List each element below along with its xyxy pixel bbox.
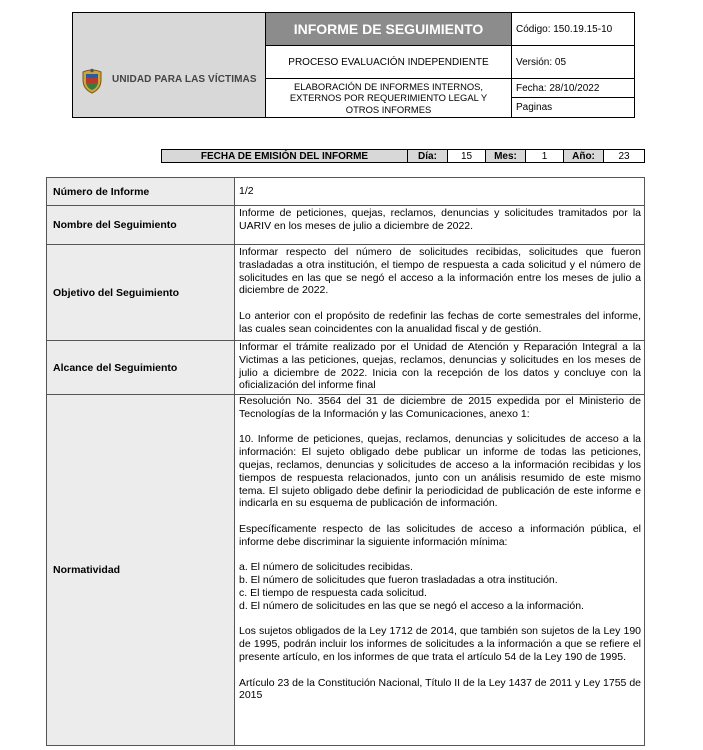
header-center — [266, 13, 511, 117]
day-label: Día: — [408, 150, 448, 162]
row-label: Nombre del Seguimiento — [47, 206, 235, 244]
list-item: c. El tiempo de respuesta cada solicitud. — [239, 586, 427, 599]
document-header — [72, 12, 635, 118]
norm-paragraph: 10. Informe de peticiones, quejas, reclamos, denuncias y solicitudes de acceso a la información: El sujeto obligado debe publicar un informe de todas las peticiones, quejas, reclamos, denuncias y solicitudes de acceso a la información recibidas y los tiempos de respuesta relacionados, junto con un análisis resumido de este mismo tema. El sujeto obligado debe definir la periodicidad de publicación de este informe e indicarla en su esquema de publicación de información. — [239, 433, 641, 510]
list-item: a. El número de solicitudes recibidas. — [239, 561, 413, 574]
year-label: Año: — [564, 150, 604, 162]
year-value: 23 — [618, 150, 630, 162]
process-name: PROCESO EVALUACIÓN INDEPENDIENTE — [266, 46, 511, 79]
header-metadata — [511, 13, 634, 117]
row-label: Número de Informe — [47, 178, 235, 205]
month-label: Mes: — [486, 150, 526, 162]
list-item: d. El número de solicitudes en las que se negó el acceso a la información. — [239, 599, 584, 612]
norm-paragraph: Específicamente respecto de las solicitudes de acceso a información pública, el informe debe discriminar la siguiente información mínima: — [239, 522, 641, 548]
table-row — [47, 245, 644, 341]
norm-paragraph: Resolución No. 3564 del 31 de diciembre de 2015 expedida por el Ministerio de Tecnologías de la Información y las Comunicaciones, anexo 1: — [239, 395, 641, 420]
row-label: Objetivo del Seguimiento — [47, 245, 235, 340]
day-value: 15 — [448, 150, 486, 162]
table-row — [47, 206, 644, 245]
coat-of-arms-icon — [81, 68, 103, 94]
table-row — [47, 178, 644, 206]
row-label: Normatividad — [47, 395, 235, 745]
report-title: INFORME DE SEGUIMIENTO — [266, 13, 511, 46]
month-value: 1 — [526, 150, 564, 162]
row-value — [235, 395, 644, 745]
objective-paragraph: Lo anterior con el propósito de redefinir las fechas de corte semestrales del informe, las cuales sean coincidentes con la anualidad fiscal y de gestión. — [239, 309, 641, 335]
document-pages: Paginas — [516, 102, 553, 113]
document-version: Versión: 05 — [512, 46, 634, 79]
row-value: 1/2 — [239, 185, 254, 198]
report-info-table — [46, 177, 645, 746]
table-row — [47, 395, 644, 745]
norm-paragraph: Los sujetos obligados de la Ley 1712 de 2014, que también son sujetos de la Ley 190 de 1995, podrán incluir los informes de solicitudes a la información a que se refiere el presente artículo, en los informes de que trata el artículo 54 de la Ley 190 de 1995. — [239, 625, 641, 663]
row-value: Informe de peticiones, quejas, reclamos, denuncias y solicitudes tramitados por la UARIV en los meses de julio a diciembre de 2022. — [239, 207, 641, 232]
norm-paragraph: Artículo 23 de la Constitución Nacional, Título II de la Ley 1437 de 2011 y Ley 1755 de 2015 — [239, 676, 641, 702]
organization-name: UNIDAD PARA LAS VÍCTIMAS — [112, 74, 257, 85]
report-subtitle: ELABORACIÓN DE INFORMES INTERNOS, EXTERNOS POR REQUERIMIENTO LEGAL Y OTROS INFORMES — [289, 80, 488, 115]
document-code: Código: 150.19.15-10 — [512, 13, 634, 46]
row-label: Alcance del Seguimiento — [47, 341, 235, 394]
row-value: Informar el trámite realizado por el Unidad de Atención y Reparación Integral a la Victimas a las peticiones, quejas, reclamos, denuncias y solicitudes en los meses de julio a diciembre de 2022. Inicia con la recepción de los datos y concluye con la oficialización del informe final — [239, 341, 641, 392]
objective-paragraph: Informar respecto del número de solicitudes recibidas, solicitudes que fueron trasladadas a otra institución, el tiempo de respuesta a cada solicitud y el número de solicitudes en las que se negó el acceso a la información entre los meses de julio a diciembre de 2022. — [239, 246, 641, 297]
table-row — [47, 341, 644, 395]
emission-date-row — [161, 149, 645, 163]
list-item: b. El número de solicitudes que fueron trasladadas a otra institución. — [239, 574, 558, 587]
row-value — [235, 245, 644, 340]
document-date: Fecha: 28/10/2022 — [512, 79, 634, 98]
emission-date-label: FECHA DE EMISIÓN DEL INFORME — [162, 150, 408, 162]
logo-cell — [73, 13, 266, 117]
